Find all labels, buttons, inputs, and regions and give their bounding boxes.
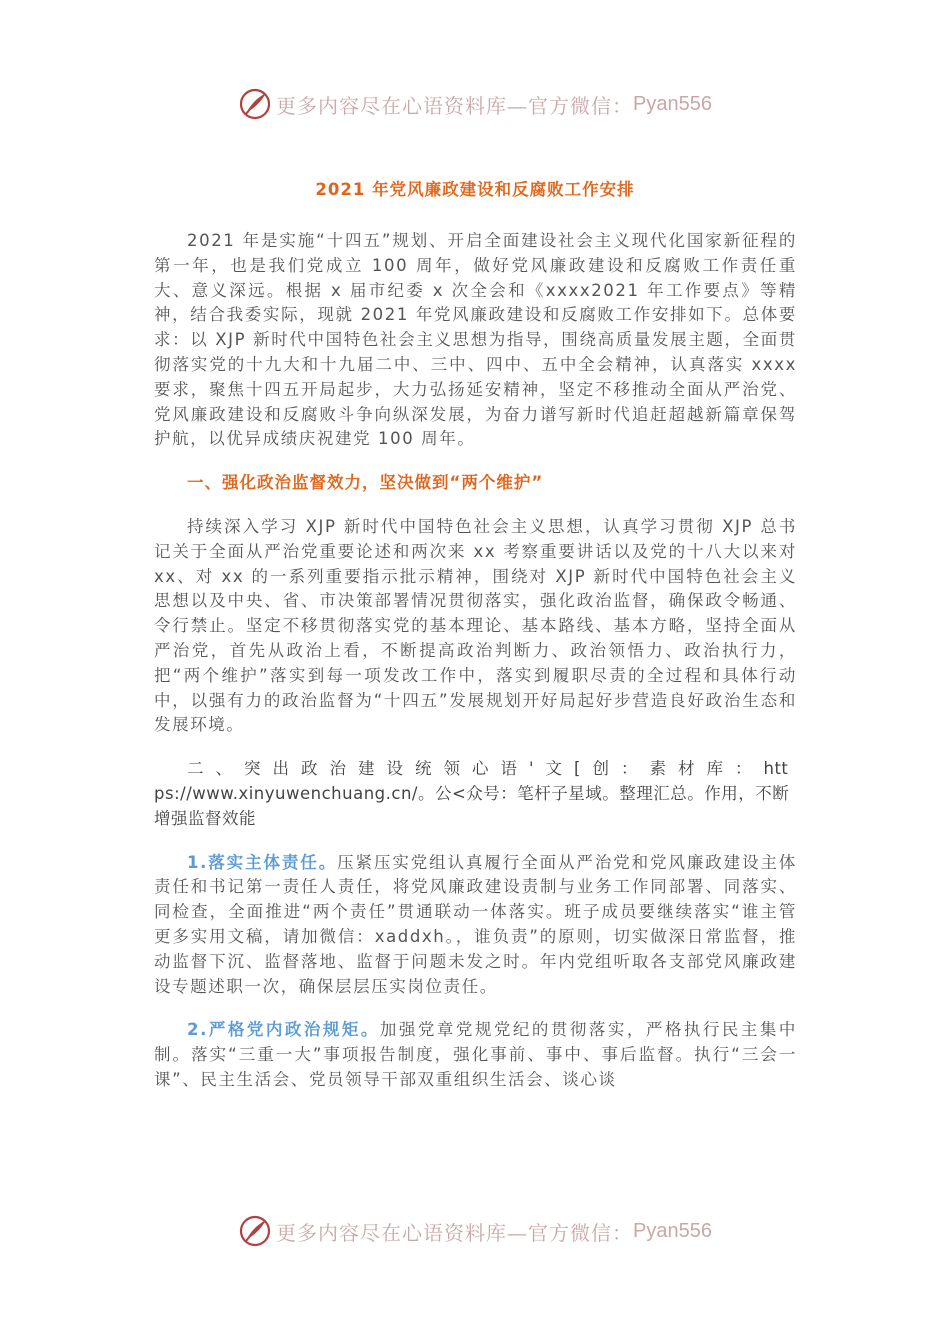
item-1-body: 压紧压实党组认真履行全面从严治党和党风廉政建设主体责任和书记第一责任人责任，将党风廉政建设责制与业务工作同部署、同落实、同检查，全面推进“两个责任”贯通联动一体落实。班子成员要继续落实“谁主管更多实用文稿，请加微信：xaddxh。，谁负责”的原则，切实做深日常监督，推动监督下沉、监督落地、监督于问题未发之时。年内党组听取各支部党风廉政建设专题述职一次，确保层层压实岗位责任。 bbox=[154, 852, 798, 996]
section-2-heading-rest: https://www.xinyuwenchuang.cn/。公<众号：笔杆子星域。整理汇总。作用，不断增强监督效能 bbox=[154, 759, 790, 828]
section-1-heading: 一、强化政治监督效力，坚决做到“两个维护” bbox=[187, 473, 544, 493]
item-2-lead: 2.严格党内政治规矩。 bbox=[187, 1020, 380, 1040]
section-2-heading bbox=[154, 757, 797, 831]
header-watermark bbox=[0, 84, 950, 124]
item-2-body: 加强党章党规党纪的贯彻落实，严格执行民主集中制。落实“三重一大”事项报告制度，强化事前、事中、事后监督。执行“三会一课”、民主生活会、党员领导干部双重组织生活会、谈心谈 bbox=[154, 1020, 798, 1089]
watermark-text: 更多内容尽在心语资料库—官方微信： bbox=[276, 1220, 634, 1245]
quill-logo-icon bbox=[238, 1214, 272, 1248]
item-1-lead: 1.落实主体责任。 bbox=[187, 852, 338, 872]
quill-logo-icon bbox=[238, 87, 272, 121]
document-title: 2021 年党风廉政建设和反腐败工作安排 bbox=[315, 180, 635, 199]
footer-watermark bbox=[0, 1211, 950, 1251]
section-2-heading-text: 二、突出政治建设统领心语'文[创：素材库： bbox=[187, 759, 764, 779]
item-2-paragraph bbox=[154, 1018, 797, 1092]
watermark-text: 更多内容尽在心语资料库—官方微信： bbox=[276, 93, 634, 118]
item-1-paragraph bbox=[154, 851, 797, 1000]
watermark-wechat-id: Pyan556 bbox=[633, 92, 712, 115]
intro-paragraph: 2021 年是实施“十四五”规划、开启全面建设社会主义现代化国家新征程的第一年，也是我们党成立 100 周年，做好党风廉政建设和反腐败工作责任重大、意义深远。根据 x 届市纪委 x 次全会和《xxxx2021 年工作要点》等精神，结合我委实际，现就 2021 年党风廉政建设和反腐败工作安排如下。总体要求：以 XJP 新时代中国特色社会主义思想为指导，围绕高质量发展主题，全面贯彻落实党的十九大和十九届二中、三中、四中、五中全会精神，认真落实 xxxx 要求，聚焦十四五开局起步，大力弘扬延安精神，坚定不移推动全面从严治党、党风廉政建设和反腐败斗争向纵深发展，为奋力谱写新时代追赶超越新篇章保驾护航，以优异成绩庆祝建党 100 周年。 bbox=[154, 231, 797, 449]
document-body bbox=[154, 229, 797, 1093]
section-1-paragraph: 持续深入学习 XJP 新时代中国特色社会主义思想，认真学习贯彻 XJP 总书记关于全面从严治党重要论述和两次来 xx 考察重要讲话以及党的十八大以来对 xx、对 xx 的一系列重要指示批示精神，围绕对 XJP 新时代中国特色社会主义思想以及中央、省、市决策部署情况贯彻落实，强化政治监督，确保政令畅通、令行禁止。坚定不移贯彻落实党的基本理论、基本路线、基本方略，坚持全面从严治党，首先从政治上看，不断提高政治判断力、政治领悟力、政治执行力，把“两个维护”落实到每一项发改工作中，落实到履职尽责的全过程和具体行动中，以强有力的政治监督为“十四五”发展规划开好局起好步营造良好政治生态和发展环境。 bbox=[154, 516, 797, 735]
watermark-wechat-id: Pyan556 bbox=[633, 1219, 712, 1242]
